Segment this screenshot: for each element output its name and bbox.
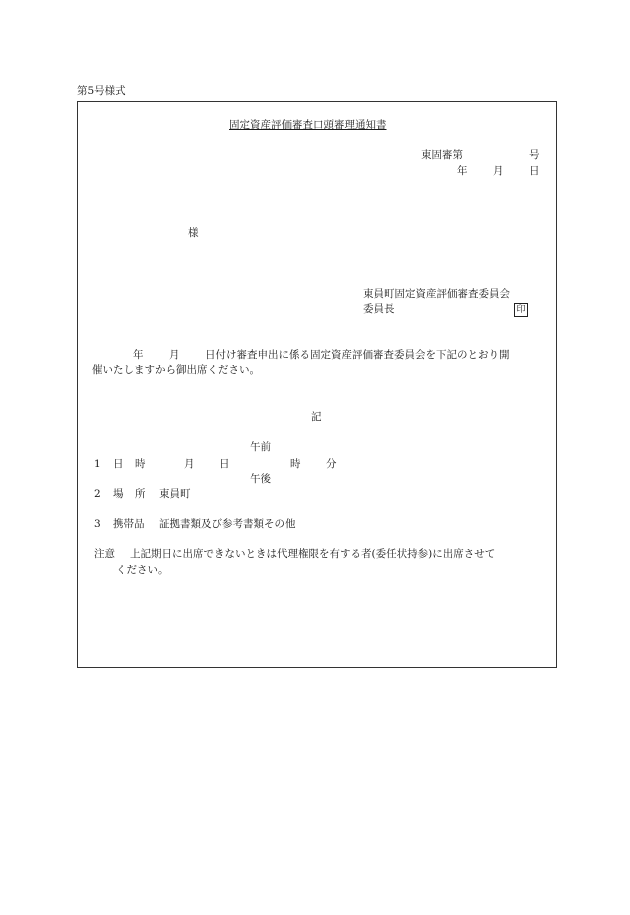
- document-frame: [77, 101, 557, 668]
- date-year: 年: [457, 165, 468, 177]
- doc-number-prefix: 東固審第: [421, 149, 463, 161]
- body-month: 月: [169, 349, 180, 361]
- note-line1: 上記期日に出席できないときは代理権限を有する者(委任状持参)に出席させて: [130, 548, 496, 560]
- body-line2: 催いたしますから御出席ください。: [92, 364, 260, 376]
- seal-mark: [514, 302, 528, 317]
- doc-number-suffix: 号: [529, 149, 540, 161]
- item1-label-2: 時: [135, 458, 146, 470]
- item1-minute: 分: [326, 458, 337, 470]
- date-month: 月: [493, 165, 504, 177]
- seal-label: 印: [514, 303, 528, 317]
- ki-heading: 記: [311, 411, 322, 423]
- form-number: 第5号様式: [77, 85, 126, 97]
- body-line1: 日付け審査申出に係る固定資産評価審査委員会を下記のとおり開: [205, 349, 510, 361]
- sender-org: 東員町固定資産評価審査委員会: [363, 288, 510, 300]
- sender-position: 委員長: [363, 303, 395, 315]
- note-label: 注意: [94, 548, 115, 560]
- item1-number: 1: [94, 458, 101, 470]
- note-line2: ください。: [116, 564, 169, 576]
- item3-label: 携帯品: [113, 518, 145, 530]
- item2-label-2: 所: [135, 488, 146, 500]
- addressee-suffix: 様: [188, 227, 199, 239]
- item1-day: 日: [219, 458, 230, 470]
- item1-hour: 時: [290, 458, 301, 470]
- time-am: 午前: [250, 441, 271, 453]
- time-pm: 午後: [250, 473, 271, 485]
- item1-month: 月: [184, 458, 195, 470]
- document-title: 固定資産評価審査口頭審理通知書: [229, 119, 387, 131]
- item2-value: 東員町: [159, 488, 191, 500]
- body-year: 年: [133, 349, 144, 361]
- date-day: 日: [529, 165, 540, 177]
- item1-label-1: 日: [113, 458, 124, 470]
- item3-value: 証拠書類及び参考書類その他: [159, 518, 296, 530]
- item2-label-1: 場: [113, 488, 124, 500]
- item2-number: 2: [94, 488, 101, 500]
- item3-number: 3: [94, 518, 101, 530]
